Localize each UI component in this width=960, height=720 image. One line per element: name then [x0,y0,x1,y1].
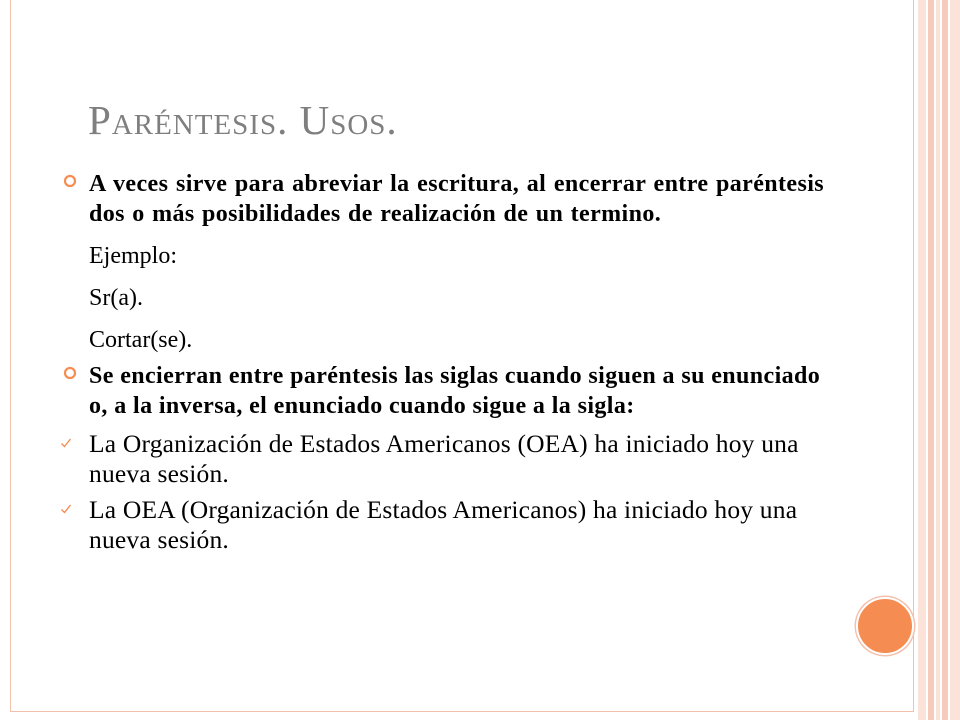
bullet-text: A veces sirve para abreviar la escritura, al encerrar entre paréntesis dos o más posibilidades de realización de un termino. [89,171,824,227]
checkmark-icon [60,437,72,449]
bullet-item-2 [60,361,824,421]
check-list-item [60,429,824,489]
orange-ring-bullet-icon [63,366,77,380]
orange-ring-bullet-icon [63,174,77,188]
slide-content [60,169,824,555]
bullet-text: Se encierran entre paréntesis las siglas cuando siguen a su enunciado o, a la inversa, el enunciado cuando sigue a la sigla: [89,363,821,419]
check-list-item [60,495,824,555]
example-item: Cortar(se). [89,327,193,353]
orange-circle-decoration [856,597,914,655]
example-item: Sr(a). [89,285,143,311]
bullet-item-1 [60,169,824,229]
check-item-text: La OEA (Organización de Estados Americanos) ha iniciado hoy una nueva sesión. [89,495,798,554]
slide-title: Paréntesis. Usos. [88,97,398,143]
example-label: Ejemplo: [89,243,177,269]
checkmark-icon [60,503,72,515]
decorative-stripes [918,0,960,720]
check-item-text: La Organización de Estados Americanos (OEA) ha iniciado hoy una nueva sesión. [89,429,799,488]
